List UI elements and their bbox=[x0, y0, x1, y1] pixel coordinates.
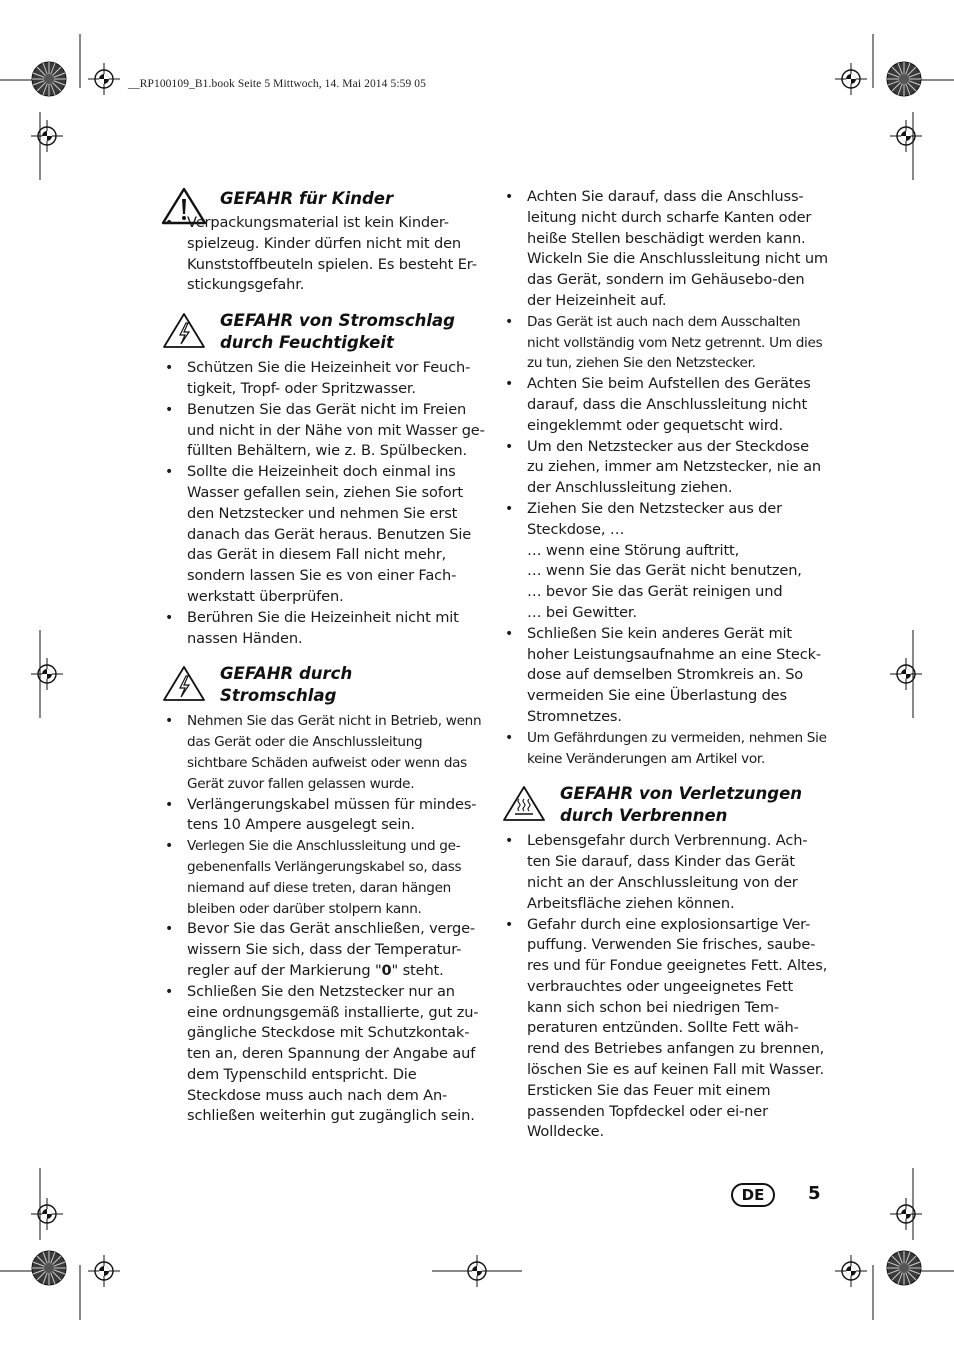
left-column bbox=[160, 186, 485, 1141]
registration-mark-icon bbox=[835, 1255, 867, 1287]
condition-line: … wenn eine Störung auftritt, bbox=[527, 541, 740, 559]
item-text: • Ziehen Sie den Netzstecker aus der Steckdose, … bbox=[527, 499, 782, 538]
electric-danger-list bbox=[160, 711, 485, 1127]
list-item: • Um den Netzstecker aus der Steckdose zu ziehen, immer am Netzstecker, nie an der Anschlussleitung ziehen. bbox=[500, 437, 830, 499]
language-badge: DE bbox=[731, 1183, 775, 1207]
section-burn-danger bbox=[500, 783, 830, 827]
condition-line: … wenn Sie das Gerät nicht benutzen, bbox=[527, 562, 802, 580]
list-item: • Sollte die Heizeinheit doch einmal ins Wasser gefallen sein, ziehen Sie sofort den Netzstecker und nehmen Sie erst danach das Gerät heraus. Benutzen Sie das Gerät in diesem Fall nicht mehr, sondern lassen Sie es von einer Fach-werkstatt überprüfen. bbox=[160, 462, 485, 608]
hot-surface-icon bbox=[500, 783, 548, 823]
color-target-icon bbox=[32, 1251, 66, 1285]
temperature-mark: 0 bbox=[381, 961, 392, 979]
registration-mark-icon bbox=[31, 658, 63, 690]
color-target-icon bbox=[32, 62, 66, 96]
registration-mark-icon bbox=[31, 120, 63, 152]
section-title bbox=[560, 783, 802, 827]
list-item: • Um Gefährdungen zu vermeiden, nehmen Sie keine Veränderungen am Artikel vor. bbox=[500, 728, 830, 770]
registration-mark-icon bbox=[835, 63, 867, 95]
registration-mark-icon bbox=[890, 1198, 922, 1230]
condition-line: … bevor Sie das Gerät reinigen und bbox=[527, 583, 783, 601]
section-title-line: GEFAHR von Stromschlag bbox=[220, 311, 455, 331]
electric-hazard-icon bbox=[160, 310, 208, 350]
section-title bbox=[220, 663, 352, 707]
section-title-line: Stromschlag bbox=[220, 686, 337, 706]
right-list-a bbox=[500, 187, 830, 769]
registration-mark-icon bbox=[890, 120, 922, 152]
list-item: • Achten Sie beim Aufstellen des Gerätes darauf, dass die Anschlussleitung nicht eingeklemmt oder gequetscht wird. bbox=[500, 374, 830, 436]
list-item: • Lebensgefahr durch Verbrennung. Ach-ten Sie darauf, dass Kinder das Gerät nicht an der Anschlussleitung von der Arbeitsfläche ziehen können. bbox=[500, 831, 830, 914]
section-moisture-danger bbox=[160, 310, 485, 354]
color-target-icon bbox=[887, 1251, 921, 1285]
condition-lines bbox=[527, 541, 830, 624]
list-item: • Schließen Sie den Netzstecker nur an eine ordnungsgemäß installierte, gut zu-gängliche Steckdose mit Schutzkontak-ten an, deren Spannung der Angabe auf dem Typenschild entspricht. Die Steckdose muss auch nach dem An-schließen weiterhin gut zugänglich sein. bbox=[160, 982, 485, 1128]
list-item bbox=[160, 919, 485, 981]
item-text: Bevor Sie das Gerät anschließen, verge-wissern Sie sich, dass der Temperatur-regler auf der Markierung " bbox=[187, 920, 476, 979]
list-item: • Das Gerät ist auch nach dem Ausschalten nicht vollständig vom Netz getrennt. Um dies zu tun, ziehen Sie den Netzstecker. bbox=[500, 312, 830, 374]
list-item: • Achten Sie darauf, dass die Anschluss-leitung nicht durch scharfe Kanten oder heiße Stellen beschädigt werden kann. Wickeln Sie die Anschlussleitung nicht um das Gerät, sondern im Gehäusebo-den der Heizeinheit auf. bbox=[500, 187, 830, 312]
registration-mark-icon bbox=[461, 1255, 493, 1287]
section-title-line: GEFAHR von Verletzungen bbox=[560, 784, 803, 804]
list-item: • Verlängerungskabel müssen für mindes-tens 10 Ampere ausgelegt sein. bbox=[160, 795, 485, 837]
electric-hazard-icon bbox=[160, 663, 208, 703]
list-item: • Nehmen Sie das Gerät nicht in Betrieb, wenn das Gerät oder die Anschlussleitung sichtbare Schäden aufweist oder wenn das Gerät zuvor fallen gelassen wurde. bbox=[160, 711, 485, 794]
condition-line: … bei Gewitter. bbox=[527, 603, 637, 621]
list-item: • Gefahr durch eine explosionsartige Ver-puffung. Verwenden Sie frisches, saube-res und für Fondue geeignetes Fett. Altes, verbrauchtes oder ungeeignetes Fett kann sich schon bei niedrigen Tem-peraturen entzünden. Sollte Fett wäh-rend des Betriebes anfangen zu brennen, löschen Sie es auf keinen Fall mit Wasser. Ersticken Sie das Feuer mit einem passenden Topfdeckel oder ei-ner Wolldecke. bbox=[500, 915, 830, 1144]
page-number: 5 bbox=[808, 1183, 821, 1204]
moisture-danger-list bbox=[160, 358, 485, 649]
list-item: • Verlegen Sie die Anschlussleitung und ge-gebenenfalls Verlängerungskabel so, dass niemand auf diese treten, daran hängen bleiben oder darüber stolpern kann. bbox=[160, 836, 485, 919]
registration-mark-icon bbox=[890, 658, 922, 690]
list-item: • Benutzen Sie das Gerät nicht im Freien und nicht in der Nähe von mit Wasser ge-füllten Behältern, wie z. B. Spülbecken. bbox=[160, 400, 485, 462]
list-item: • Berühren Sie die Heizeinheit nicht mit nassen Händen. bbox=[160, 608, 485, 650]
right-column bbox=[500, 187, 830, 1157]
list-item: • Schützen Sie die Heizeinheit vor Feuch-tigkeit, Tropf- oder Spritzwasser. bbox=[160, 358, 485, 400]
section-electric-danger bbox=[160, 663, 485, 707]
color-target-icon bbox=[887, 62, 921, 96]
registration-mark-icon bbox=[31, 1198, 63, 1230]
registration-mark-icon bbox=[88, 63, 120, 95]
burn-danger-list bbox=[500, 831, 830, 1143]
print-header: __RP100109_B1.book Seite 5 Mittwoch, 14. Mai 2014 5:59 05 bbox=[128, 78, 426, 90]
children-danger-list bbox=[160, 213, 485, 296]
list-item: • Verpackungsmaterial ist kein Kinder-spielzeug. Kinder dürfen nicht mit den Kunststoffbeuteln spielen. Es besteht Er-stickungsgefahr. bbox=[160, 213, 485, 296]
section-title-line: GEFAHR durch bbox=[220, 664, 353, 684]
section-title bbox=[220, 310, 455, 354]
section-title-line: durch Verbrennen bbox=[560, 806, 728, 826]
list-item bbox=[500, 499, 830, 624]
section-title-line: durch Feuchtigkeit bbox=[220, 333, 394, 353]
registration-mark-icon bbox=[88, 1255, 120, 1287]
item-text: " steht. bbox=[391, 961, 444, 979]
list-item: • Schließen Sie kein anderes Gerät mit hoher Leistungsaufnahme an eine Steck-dose auf demselben Stromkreis an. So vermeiden Sie eine Überlastung des Stromnetzes. bbox=[500, 624, 830, 728]
section-title: GEFAHR für Kinder bbox=[220, 189, 394, 208]
